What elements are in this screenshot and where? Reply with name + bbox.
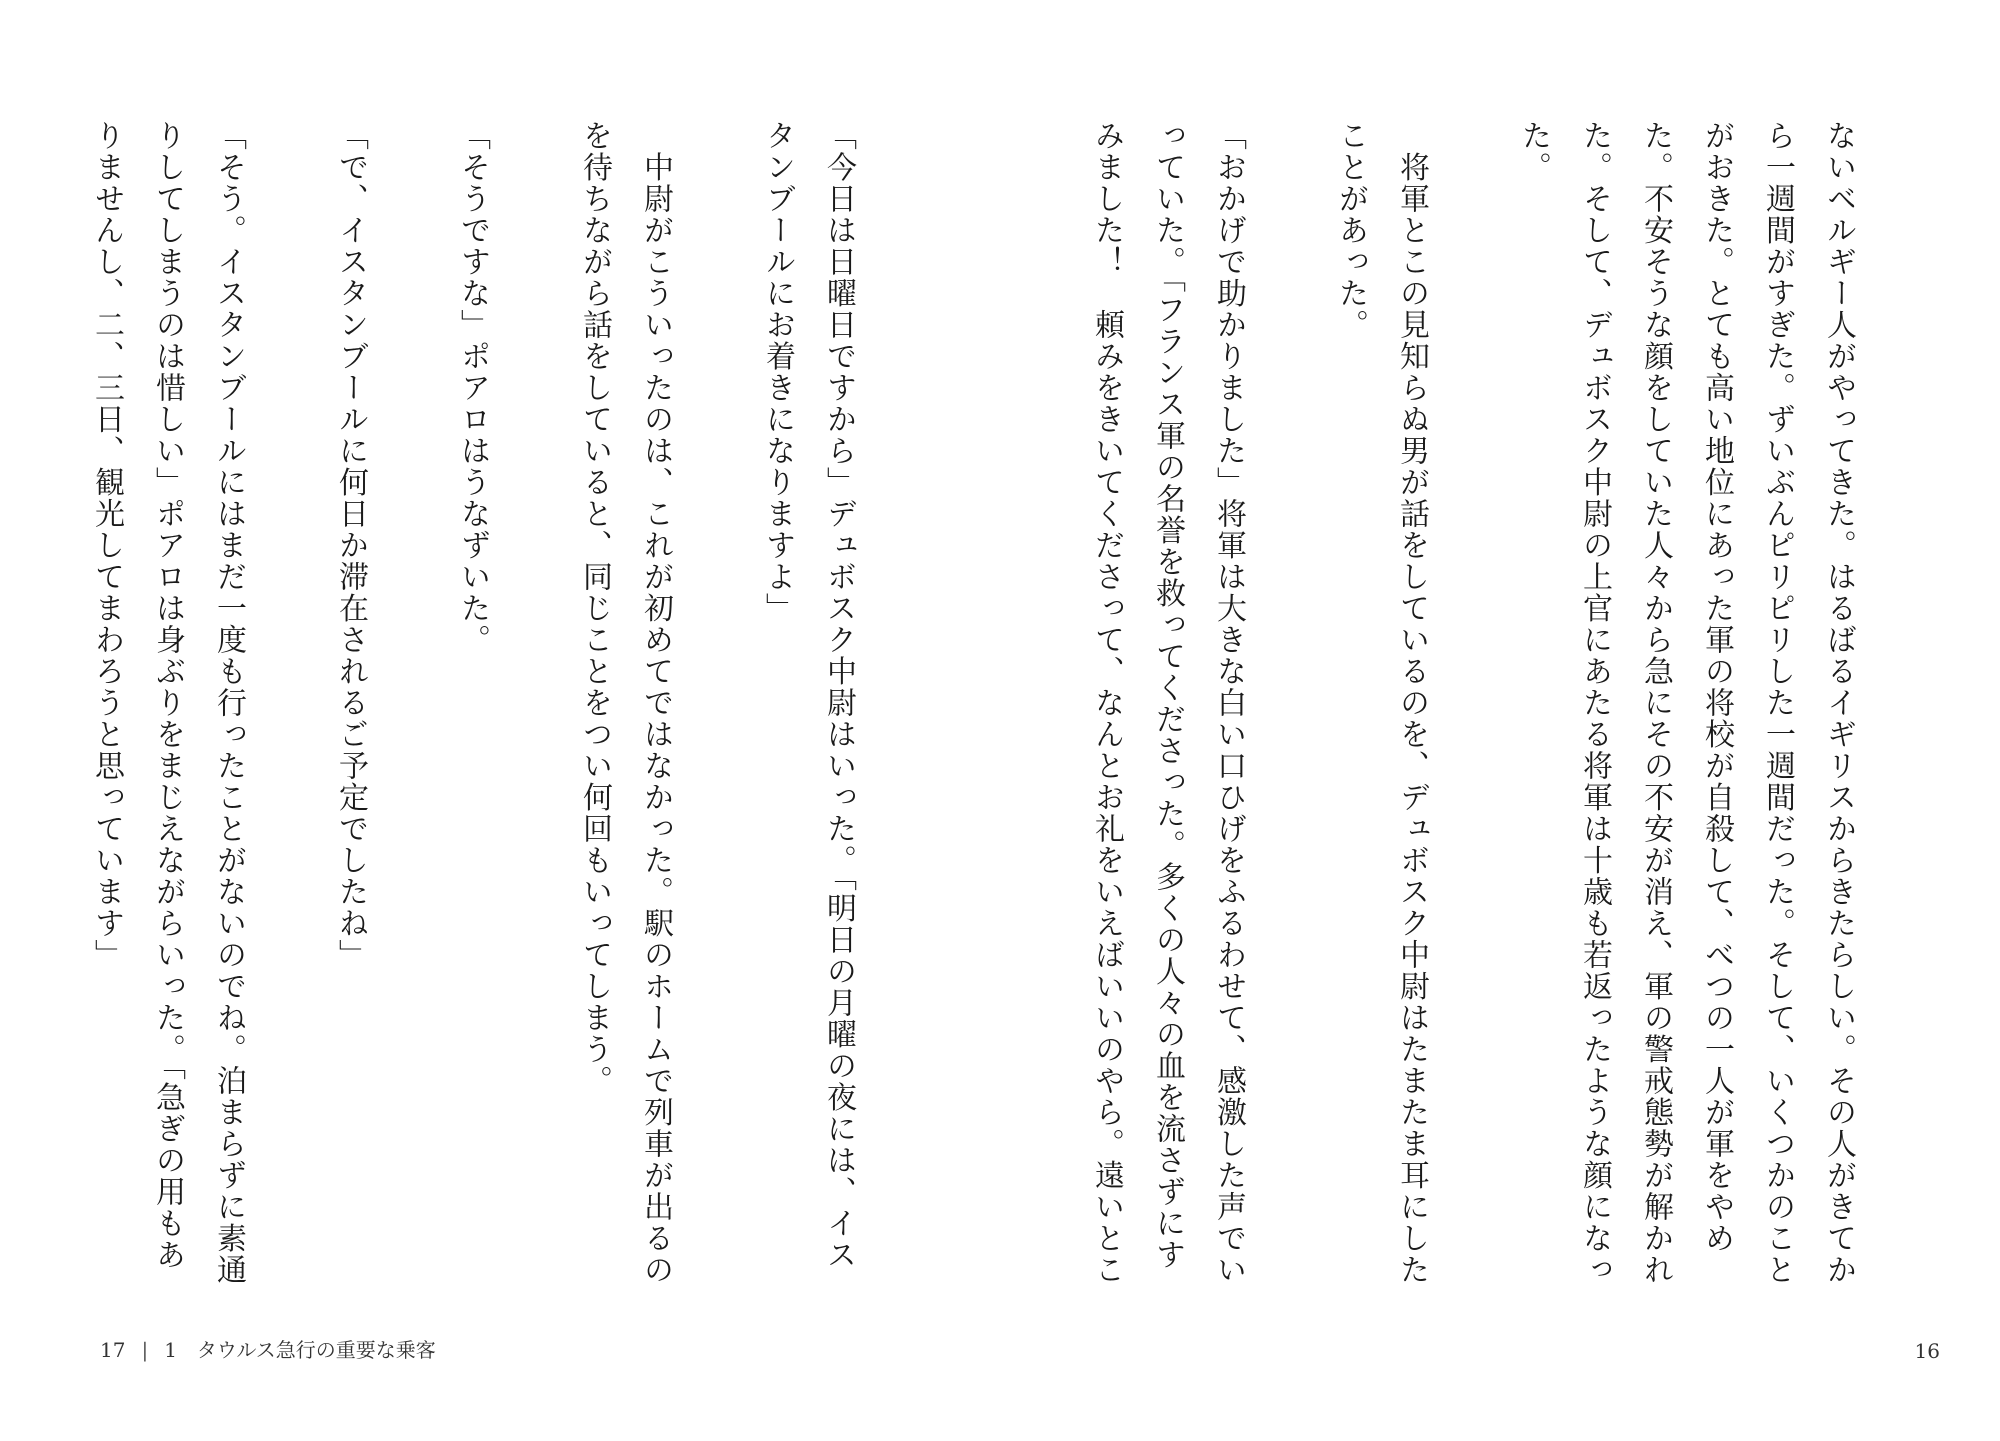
paragraph: 「今日は日曜日ですから」デュボスク中尉はいった。「明日の月曜の夜には、イスタンブールにお着きになりますよ」 <box>760 120 856 1271</box>
left-page-footer <box>100 1334 436 1363</box>
paragraph: 「そう。イスタンブールにはまだ一度も行ったことがないのでね。泊まらずに素通りしてしまうのは惜しい」ポアロは身ぶりをまじえながらいった。「急ぎの用もありませんし、二、三日、観光してまわろうと思っています」 <box>89 120 246 1286</box>
paragraph: ないベルギー人がやってきた。はるばるイギリスからきたらしい。その人がきてから一週間がすぎた。ずいぶんピリピリした一週間だった。そして、いくつかのことがおきた。とても高い地位にあった軍の将校が自殺して、べつの一人が軍をやめた。不安そうな顔をしていた人々から急にその不安が消え、軍の警戒態勢が解かれた。そして、デュボスク中尉の上官にあたる将軍は十歳も若返ったような顔になった。 <box>1516 120 1856 1286</box>
folio-separator: | <box>141 1338 149 1362</box>
running-head: 1 タウルス急行の重要な乗客 <box>164 1338 436 1362</box>
paragraph: 「おかげで助かりました」将軍は大きな白い口ひげをふるわせて、感激した声でいっていた。「フランス軍の名誉を救ってくださった。多くの人々の血を流さずにすみました！ 頼みをきいてくださって、なんとお礼をいえばいいのやら。遠いとこ <box>1089 120 1246 1286</box>
page-number: 17 <box>100 1338 126 1362</box>
right-page <box>1000 0 2000 1441</box>
paragraph: 「そうですな」ポアロはうなずいた。 <box>455 120 490 656</box>
right-page-footer <box>1915 1339 1940 1363</box>
paragraph: 中尉がこういったのは、これが初めてではなかった。駅のホームで列車が出るのを待ちながら話をしていると、同じことをつい何回もいってしまう。 <box>577 120 673 1286</box>
right-page-body <box>1070 120 1930 1300</box>
paragraph: 将軍とこの見知らぬ男が話をしているのを、デュボスク中尉はたまたま耳にしたことがあった。 <box>1333 120 1429 1286</box>
page-number: 16 <box>1914 1339 1940 1363</box>
paragraph: 「で、イスタンブールに何日か滞在されるご予定でしたね」 <box>333 120 368 971</box>
left-page-body <box>70 120 930 1300</box>
